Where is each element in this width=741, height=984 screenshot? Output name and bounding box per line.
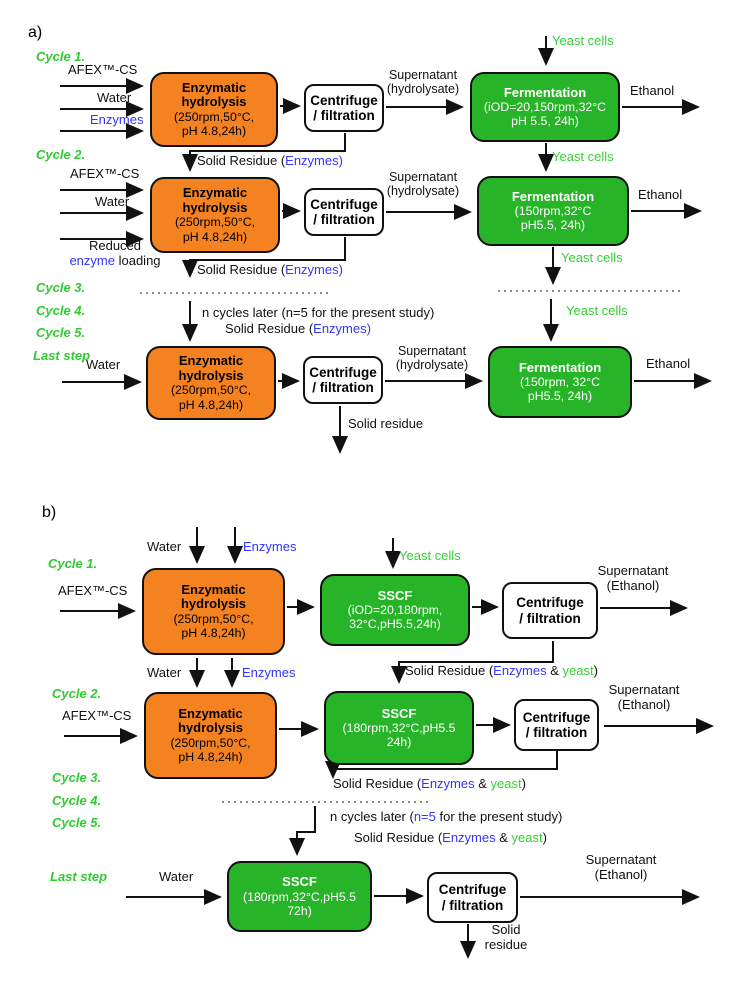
ethanol-label-a2: Ethanol [638, 187, 683, 202]
cycle-2-label-a: Cycle 2. [36, 147, 86, 162]
fermentation-box-a2: Fermentation (150rpm,32°C pH5.5, 24h) [477, 176, 629, 246]
fermentation-box-a3: Fermentation (150rpm, 32°C pH5.5, 24h) [488, 346, 632, 418]
supernatant-ethanol-label-b1: Supernatant (Ethanol) [597, 563, 669, 593]
enzymatic-hydrolysis-box-a1: Enzymatic hydrolysis (250rpm,50°C, pH 4.8,24h) [150, 72, 278, 147]
reduced-enzyme-loading-label: Reduced enzyme loading [69, 238, 161, 268]
cycle-5-label-b: Cycle 5. [52, 815, 102, 830]
arrow-ncycles-b [297, 806, 315, 854]
afex-input-label-b2: AFEX™-CS [62, 708, 132, 723]
water-input-label-b3: Water [159, 869, 194, 884]
solid-residue-enzymes-label-a2: Solid Residue (Enzymes) [197, 262, 343, 277]
enzymatic-hydrolysis-box-b2: Enzymatic hydrolysis (250rpm,50°C, pH 4.8,24h) [144, 692, 277, 779]
last-step-label-b: Last step [50, 869, 108, 884]
cycle-5-label-a: Cycle 5. [36, 325, 86, 340]
supernatant-label-a3: Supernatant (hydrolysate) [395, 344, 469, 373]
solid-residue-enzymes-yeast-label-b1: Solid Residue (Enzymes & yeast) [405, 663, 598, 678]
supernatant-ethanol-label-b2: Supernatant (Ethanol) [608, 682, 680, 712]
fermentation-box-a1: Fermentation (iOD=20,150rpm,32°C pH 5.5, 24h) [470, 72, 620, 142]
supernatant-label-a2: Supernatant (hydrolysate) [386, 170, 460, 199]
n-cycles-later-label-a: n cycles later (n=5 for the present study) [202, 305, 435, 320]
supernatant-label-a1: Supernatant (hydrolysate) [386, 68, 460, 97]
cycle-3-label-a: Cycle 3. [36, 280, 86, 295]
yeast-cells-label-a1-bottom: Yeast cells [552, 149, 614, 164]
cycle-1-label-b: Cycle 1. [48, 556, 98, 571]
n-cycles-later-label-b: n cycles later (n=5 for the present study) [330, 809, 563, 824]
centrifuge-box-a3: Centrifuge / filtration [303, 356, 383, 404]
solid-residue-label-b3: Solid residue [484, 922, 528, 952]
solid-residue-label-a3: Solid residue [348, 416, 424, 431]
enzymatic-hydrolysis-box-a2: Enzymatic hydrolysis (250rpm,50°C, pH 4.8,24h) [150, 177, 280, 253]
enzymatic-hydrolysis-box-a3: Enzymatic hydrolysis (250rpm,50°C, pH 4.8,24h) [146, 346, 276, 420]
solid-residue-enzymes-label-a3: Solid Residue (Enzymes) [225, 321, 371, 336]
afex-input-label-b1: AFEX™-CS [58, 583, 128, 598]
centrifuge-box-a2: Centrifuge / filtration [304, 188, 384, 236]
afex-input-label: AFEX™-CS [68, 62, 138, 77]
enzymatic-hydrolysis-box-b1: Enzymatic hydrolysis (250rpm,50°C, pH 4.8,24h) [142, 568, 285, 655]
afex-input-label-a2: AFEX™-CS [70, 166, 140, 181]
cycle-4-label-a: Cycle 4. [36, 303, 86, 318]
solid-residue-enzymes-yeast-label-b3: Solid Residue (Enzymes & yeast) [354, 830, 547, 845]
panel-a-label: a) [28, 24, 43, 41]
solid-residue-enzymes-label-a1: Solid Residue (Enzymes) [197, 153, 343, 168]
centrifuge-box-a1: Centrifuge / filtration [304, 84, 384, 132]
ethanol-label-a3: Ethanol [646, 356, 691, 371]
ethanol-label-a1: Ethanol [630, 83, 675, 98]
water-input-label-b2: Water [147, 665, 182, 680]
centrifuge-box-b1: Centrifuge / filtration [502, 582, 598, 639]
panel-b-label: b) [42, 504, 57, 521]
cycle-1-label-a: Cycle 1. [36, 49, 86, 64]
water-input-label-a2: Water [95, 194, 130, 209]
last-step-label-a: Last step [33, 348, 91, 363]
solid-residue-enzymes-yeast-label-b2: Solid Residue (Enzymes & yeast) [333, 776, 526, 791]
enzymes-input-label: Enzymes [90, 112, 144, 127]
yeast-cells-label-a3: Yeast cells [566, 303, 628, 318]
enzymes-input-label-b2: Enzymes [242, 665, 296, 680]
yeast-cells-label-a2-bottom: Yeast cells [561, 250, 623, 265]
water-input-label-b1: Water [147, 539, 182, 554]
cycle-4-label-b: Cycle 4. [52, 793, 102, 808]
enzymes-input-label-b1: Enzymes [243, 539, 297, 554]
supernatant-ethanol-label-b3: Supernatant (Ethanol) [585, 852, 657, 882]
yeast-cells-label-b1: Yeast cells [399, 548, 461, 563]
centrifuge-box-b3: Centrifuge / filtration [427, 872, 518, 923]
water-input-label-a3: Water [86, 357, 121, 372]
sscf-box-b1: SSCF (iOD=20,180rpm, 32°C,pH5.5,24h) [320, 574, 470, 646]
cycle-2-label-b: Cycle 2. [52, 686, 102, 701]
sscf-box-b2: SSCF (180rpm,32°C,pH5.5 24h) [324, 691, 474, 765]
yeast-cells-label-a1-top: Yeast cells [552, 33, 614, 48]
centrifuge-box-b2: Centrifuge / filtration [514, 699, 599, 751]
sscf-box-b3: SSCF (180rpm,32°C,pH5.5 72h) [227, 861, 372, 932]
cycle-3-label-b: Cycle 3. [52, 770, 102, 785]
water-input-label: Water [97, 90, 132, 105]
